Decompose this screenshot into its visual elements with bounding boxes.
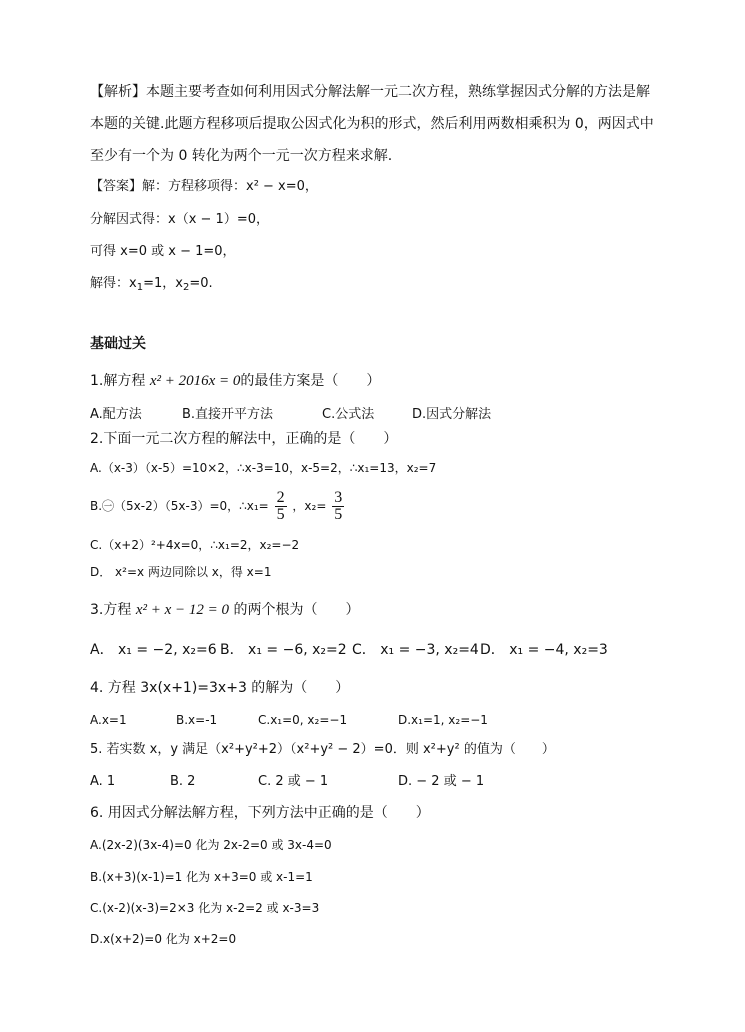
q4-option-b: B.x=-1	[176, 713, 218, 727]
q4-stem: 4. 方程 3x(x+1)=3x+3 的解为（ ）	[90, 680, 350, 696]
q2-option-b	[90, 486, 346, 526]
answer-line-1: 【答案】解：方程移项得：x² − x=0，	[90, 179, 318, 194]
answer-sub-2: 2	[182, 282, 190, 293]
q2-b-den-2: 5	[334, 506, 343, 523]
answer-l4-end: =0.	[189, 276, 213, 291]
q1-option-d: D.因式分解法	[412, 407, 492, 422]
analysis-line-1: 【解析】本题主要考查如何利用因式分解法解一元二次方程，熟练掌握因式分解的方法是解	[90, 84, 650, 100]
answer-sub-1: 1	[136, 282, 144, 293]
section-title: 基础过关	[90, 336, 146, 352]
q1-equation: x² + 2016x = 0	[149, 373, 241, 389]
q1-option-a: A.配方法	[90, 407, 142, 422]
q2-b-fraction-1	[275, 490, 287, 523]
answer-l4-prefix: 解得：x	[90, 276, 137, 291]
q5-option-d: D. − 2 或 − 1	[398, 774, 485, 789]
q4-option-a: A.x=1	[90, 713, 127, 727]
q3-option-d: D． x₁ = −4, x₂=3	[480, 642, 608, 658]
analysis-line-2: 本题的关键.此题方程移项后提取公因式化为积的形式，然后利用两数相乘积为 0，两因式中	[90, 116, 654, 132]
q6-option-a: A.(2x-2)(3x-4)=0 化为 2x-2=0 或 3x-4=0	[90, 838, 332, 852]
q2-b-num-2: 3	[334, 489, 343, 506]
q1-stem	[90, 372, 380, 390]
q1-option-c: C.公式法	[322, 407, 375, 422]
q5-option-a: A. 1	[90, 774, 116, 789]
answer-l4-mid: =1，x	[143, 276, 183, 291]
q3-suffix: 的两个根为（ ）	[229, 602, 360, 618]
q6-stem: 6. 用因式分解法解方程，下列方法中正确的是（ ）	[90, 805, 430, 821]
q1-option-b: B.直接开平方法	[182, 407, 274, 422]
q2-b-num-1: 2	[276, 489, 285, 506]
q5-option-c: C. 2 或 − 1	[258, 774, 329, 789]
q3-option-b: B． x₁ = −6, x₂=2	[220, 642, 347, 658]
q6-option-c: C.(x-2)(x-3)=2×3 化为 x-2=2 或 x-3=3	[90, 901, 320, 915]
q1-prefix: 1.解方程	[90, 373, 150, 389]
q2-option-d: D． x²=x 两边同除以 x，得 x=1	[90, 565, 272, 579]
q2-option-a: A.（x-3）（x-5）=10×2，∴x-3=10，x-5=2，∴x₁=13，x₂=7	[90, 461, 437, 475]
q2-b-fraction-2	[332, 490, 344, 523]
q5-option-b: B. 2	[170, 774, 196, 789]
q2-stem: 2.下面一元二次方程的解法中，正确的是（ ）	[90, 431, 398, 447]
q3-equation: x² + x − 12 = 0	[135, 602, 229, 618]
q4-option-d: D.x₁=1, x₂=−1	[398, 713, 488, 727]
answer-line-2: 分解因式得：x（x − 1）=0，	[90, 212, 269, 227]
q2-b-prefix: B.㊀（5x-2）（5x-3）=0，∴x₁=	[90, 499, 269, 513]
analysis-line-3: 至少有一个为 0 转化为两个一元一次方程来求解.	[90, 148, 393, 164]
q2-b-den-1: 5	[276, 506, 285, 523]
q3-prefix: 3.方程	[90, 602, 136, 618]
q1-suffix: 的最佳方案是（ ）	[240, 373, 381, 389]
q2-b-mid: ，x₂=	[292, 499, 327, 513]
q2-option-c: C.（x+2）²+4x=0，∴x₁=2，x₂=−2	[90, 538, 300, 552]
q3-stem	[90, 601, 359, 619]
q3-option-c: C． x₁ = −3, x₂=4	[352, 642, 479, 658]
q4-option-c: C.x₁=0, x₂=−1	[258, 713, 348, 727]
q6-option-d: D.x(x+2)=0 化为 x+2=0	[90, 932, 237, 946]
q6-option-b: B.(x+3)(x-1)=1 化为 x+3=0 或 x-1=1	[90, 870, 313, 884]
q3-option-a: A． x₁ = −2, x₂=6	[90, 642, 217, 658]
answer-line-4	[90, 275, 213, 297]
q5-stem: 5. 若实数 x，y 满足（x²+y²+2）（x²+y² − 2）=0．则 x²+y² 的值为（ ）	[90, 742, 555, 757]
answer-line-3: 可得 x=0 或 x − 1=0，	[90, 244, 236, 259]
